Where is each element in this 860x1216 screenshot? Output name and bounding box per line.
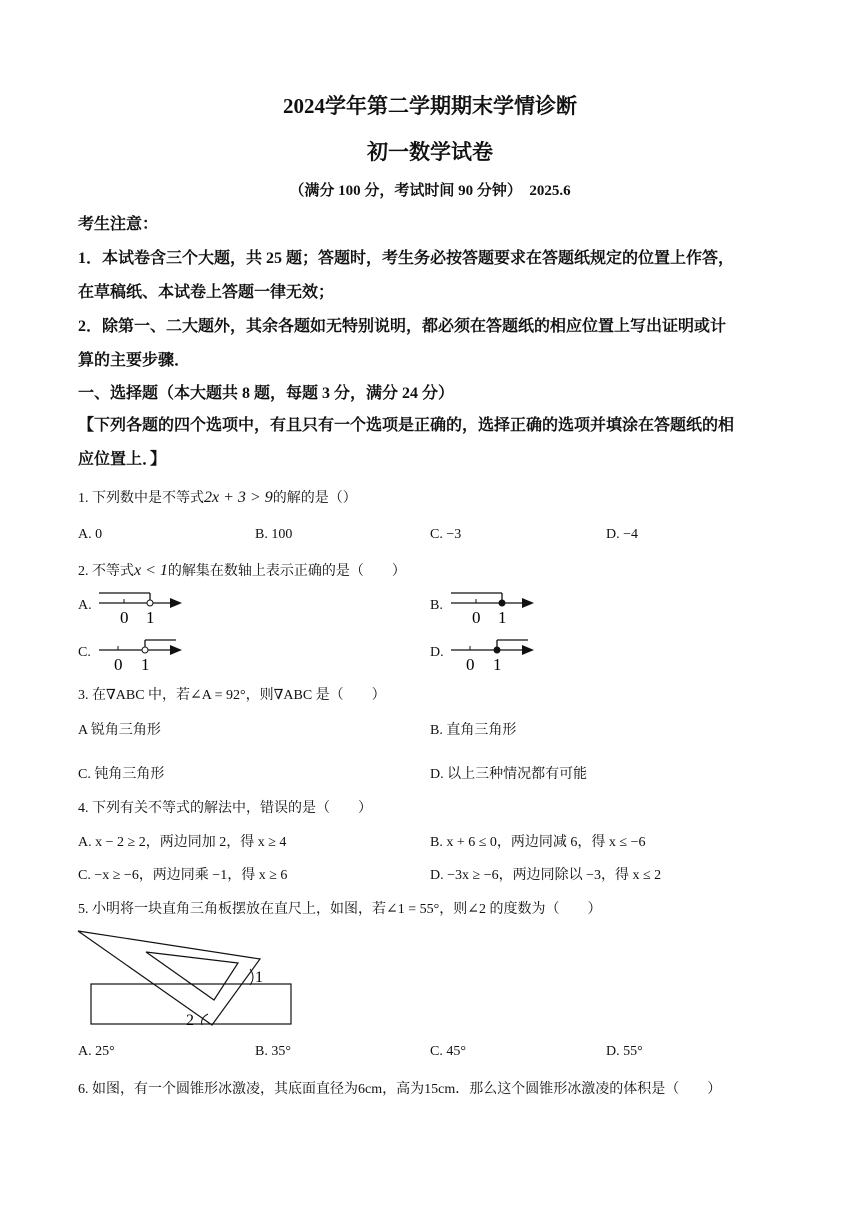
question-1-stem <box>78 487 357 507</box>
q4-option-c[interactable]: C. −x ≥ −6，两边同乘 −1，得 x ≥ 6 <box>78 868 288 883</box>
tick-label-0: 0 <box>120 608 129 627</box>
q4-option-b[interactable]: B. x + 6 ≤ 0，两边同减 6，得 x ≤ −6 <box>430 835 646 850</box>
axis-arrow <box>170 598 182 608</box>
question-5-stem: 5. 小明将一块直角三角板摆放在直尺上，如图，若∠1 = 55°，则∠2 的度数为（ ） <box>78 902 602 917</box>
question-3-stem: 3. 在∇ABC 中，若∠A = 92°，则∇ABC 是（ ） <box>78 688 386 703</box>
closed-point <box>499 600 505 606</box>
q2-option-a-label[interactable]: A. <box>78 598 92 613</box>
axis-arrow <box>522 645 534 655</box>
q5-option-c[interactable]: C. 45° <box>430 1044 466 1059</box>
q2-option-d-label[interactable]: D. <box>430 645 444 660</box>
q2-option-c-label[interactable]: C. <box>78 645 91 660</box>
question-2-stem <box>78 560 406 580</box>
tick-label-1: 1 <box>146 608 155 627</box>
notice-item-2-line-2: 算的主要步骤． <box>78 352 191 369</box>
q1-stem-post: 的解的是（） <box>272 491 357 506</box>
tick-label-1: 1 <box>493 655 502 674</box>
page-subtitle: 初一数学试卷 <box>367 140 493 164</box>
notice-item-1-line-1: 1．本试卷含三个大题，共 25 题；答题时，考生务必按答题要求在答题纸规定的位置上作答， <box>78 250 735 267</box>
triangle-inner <box>146 952 238 1000</box>
q1-option-a[interactable]: A. 0 <box>78 527 103 542</box>
q2-option-c-numberline[interactable] <box>96 632 192 674</box>
q2-option-a-numberline[interactable] <box>96 585 192 627</box>
q2-stem-post: 的解集在数轴上表示正确的是（ ） <box>167 564 406 579</box>
q5-option-b[interactable]: B. 35° <box>255 1044 291 1059</box>
q4-option-a[interactable]: A. x − 2 ≥ 2，两边同加 2，得 x ≥ 4 <box>78 835 287 850</box>
q2-stem-expr: x < 1 <box>134 562 168 579</box>
tick-label-1: 1 <box>141 655 150 674</box>
q1-option-b[interactable]: B. 100 <box>255 527 293 542</box>
section-heading: 一、选择题（本大题共 8 题，每题 3 分，满分 24 分） <box>78 385 455 402</box>
page-title: 2024学年第二学期期末学情诊断 <box>283 94 577 118</box>
exam-meta: （满分 100 分，考试时间 90 分钟） 2025.6 <box>289 183 571 199</box>
open-point <box>142 647 148 653</box>
q1-stem-pre: 1. 下列数中是不等式 <box>78 491 204 506</box>
q3-option-b[interactable]: B. 直角三角形 <box>430 723 517 738</box>
q1-option-d[interactable]: D. −4 <box>606 527 639 542</box>
q1-option-c[interactable]: C. −3 <box>430 527 462 542</box>
q1-stem-expr: 2x + 3 > 9 <box>204 489 273 506</box>
notice-heading: 考生注意： <box>78 216 159 233</box>
angle-2-label: 2 <box>186 1012 194 1029</box>
q5-option-d[interactable]: D. 55° <box>606 1044 643 1059</box>
question-6-stem: 6. 如图，有一个圆锥形冰激凌，其底面直径为6cm，高为15cm．那么这个圆锥形冰激凌的体积是（ ） <box>78 1082 722 1097</box>
q2-stem-pre: 2. 不等式 <box>78 564 134 579</box>
q3-option-c[interactable]: C. 钝角三角形 <box>78 767 165 782</box>
question-4-stem: 4. 下列有关不等式的解法中，错误的是（ ） <box>78 801 372 816</box>
triangle-outer <box>78 931 260 1025</box>
q2-option-b-numberline[interactable] <box>448 585 544 627</box>
axis-arrow <box>522 598 534 608</box>
open-point <box>147 600 153 606</box>
q2-option-d-numberline[interactable] <box>448 632 544 674</box>
section-instruction-line-1: 【下列各题的四个选项中，有且只有一个选项是正确的，选择正确的选项并填涂在答题纸的相 <box>78 417 735 434</box>
q5-triangle-ruler-figure <box>74 925 304 1033</box>
q4-option-d[interactable]: D. −3x ≥ −6，两边同除以 −3，得 x ≤ 2 <box>430 868 662 883</box>
tick-label-0: 0 <box>466 655 475 674</box>
q3-option-d[interactable]: D. 以上三种情况都有可能 <box>430 767 588 782</box>
tick-label-1: 1 <box>498 608 507 627</box>
q2-option-b-label[interactable]: B. <box>430 598 443 613</box>
tick-label-0: 0 <box>472 608 481 627</box>
section-instruction-line-2: 应位置上．】 <box>78 451 167 468</box>
notice-item-1-line-2: 在草稿纸、本试卷上答题一律无效； <box>78 284 335 301</box>
tick-label-0: 0 <box>114 655 123 674</box>
notice-item-2-line-1: 2．除第一、二大题外，其余各题如无特别说明，都必须在答题纸的相应位置上写出证明或计 <box>78 318 727 335</box>
axis-arrow <box>170 645 182 655</box>
closed-point <box>494 647 500 653</box>
q5-option-a[interactable]: A. 25° <box>78 1044 115 1059</box>
angle-1-label: 1 <box>255 969 263 986</box>
q3-option-a[interactable]: A 锐角三角形 <box>78 723 161 738</box>
